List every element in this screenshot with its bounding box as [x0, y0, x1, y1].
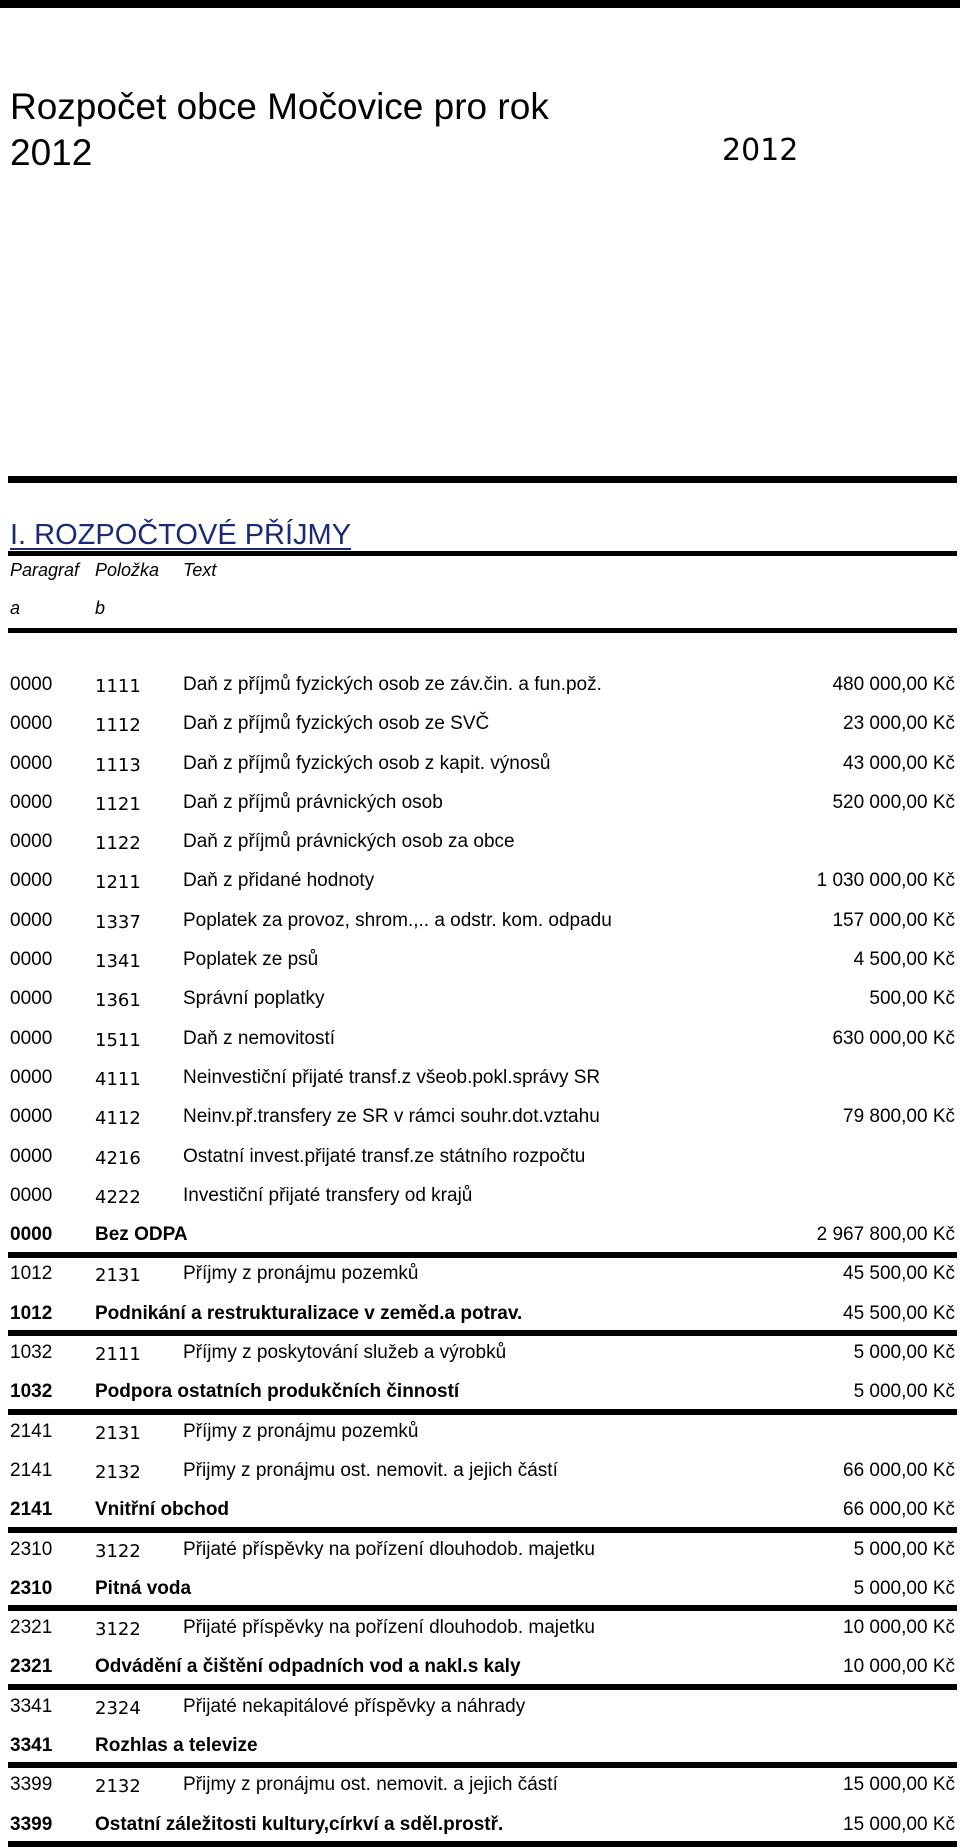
amount-cell: 79 800,00 Kč	[843, 1106, 955, 1128]
col-header-paragraf: Paragraf	[10, 560, 80, 580]
text-cell: Daň z přidané hodnoty	[183, 870, 375, 892]
total-label: Podpora ostatních produkčních činností	[95, 1381, 460, 1403]
amount-cell: 45 500,00 Kč	[843, 1263, 955, 1285]
table-row	[0, 666, 960, 705]
title-line-2: 2012	[10, 132, 93, 173]
paragraf-cell: 3341	[10, 1695, 53, 1717]
paragraf-cell: 3399	[10, 1813, 53, 1835]
table-row	[0, 745, 960, 784]
paragraf-cell: 0000	[10, 870, 53, 892]
polozka-cell: 2324	[95, 1697, 141, 1719]
col-header-polozka: Položka	[95, 560, 160, 580]
paragraf-cell: 1032	[10, 1342, 53, 1364]
polozka-cell: 3122	[95, 1540, 141, 1562]
paragraf-cell: 2141	[10, 1459, 53, 1481]
amount-cell: 5 000,00 Kč	[853, 1538, 955, 1560]
polozka-cell: 1121	[95, 793, 141, 815]
amount-cell: 1 030 000,00 Kč	[816, 870, 955, 892]
paragraf-cell: 3399	[10, 1774, 53, 1796]
top-rule	[0, 0, 960, 8]
amount-cell: 157 000,00 Kč	[832, 909, 955, 931]
table-row	[0, 1334, 960, 1373]
polozka-cell: 4111	[95, 1068, 141, 1090]
polozka-cell: 2111	[95, 1344, 141, 1366]
polozka-cell: 2132	[95, 1461, 141, 1483]
total-row	[0, 1295, 960, 1334]
paragraf-cell: 0000	[10, 674, 53, 695]
table-row	[0, 902, 960, 941]
amount-cell: 520 000,00 Kč	[832, 791, 955, 813]
text-cell: Neinvestiční přijaté transf.z všeob.pokl.správy SR	[183, 1066, 601, 1088]
polozka-cell: 3122	[95, 1619, 141, 1641]
amount-cell: 4 500,00 Kč	[853, 949, 955, 971]
total-row	[0, 1373, 960, 1412]
paragraf-cell: 0000	[10, 1224, 53, 1246]
paragraf-cell: 0000	[10, 1145, 53, 1167]
page-title	[10, 84, 549, 176]
text-cell: Přijaté příspěvky na pořízení dlouhodob. majetku	[183, 1538, 595, 1560]
amount-cell: 10 000,00 Kč	[843, 1617, 955, 1639]
paragraf-cell: 3341	[10, 1735, 53, 1757]
table-row	[0, 1138, 960, 1177]
table-row	[0, 941, 960, 980]
amount-cell: 23 000,00 Kč	[843, 713, 955, 735]
total-row	[0, 1570, 960, 1609]
paragraf-cell: 0000	[10, 791, 53, 813]
text-cell: Daň z příjmů právnických osob za obce	[183, 831, 515, 853]
amount-cell: 15 000,00 Kč	[843, 1774, 955, 1796]
text-cell: Správní poplatky	[183, 988, 325, 1010]
total-label: Rozhlas a televize	[95, 1735, 258, 1757]
paragraf-cell: 0000	[10, 831, 53, 853]
table-row	[0, 1098, 960, 1137]
total-row	[0, 1216, 960, 1255]
polozka-cell: 2131	[95, 1265, 141, 1287]
text-cell: Příjmy z pronájmu pozemků	[183, 1420, 419, 1442]
year-label: 2012	[722, 133, 799, 168]
table-row	[0, 1059, 960, 1098]
polozka-cell: 1361	[95, 990, 141, 1012]
col-header-b: b	[95, 598, 106, 618]
paragraf-cell: 2310	[10, 1538, 53, 1560]
table-row	[0, 1531, 960, 1570]
total-rule	[8, 1841, 957, 1847]
amount-cell: 480 000,00 Kč	[832, 674, 955, 695]
polozka-cell: 4112	[95, 1108, 141, 1130]
table-row	[0, 1020, 960, 1059]
text-cell: Ostatní invest.přijaté transf.ze státního rozpočtu	[183, 1145, 586, 1167]
paragraf-cell: 0000	[10, 988, 53, 1010]
paragraf-cell: 0000	[10, 949, 53, 971]
amount-cell: 45 500,00 Kč	[843, 1302, 955, 1324]
paragraf-cell: 0000	[10, 752, 53, 774]
amount-cell: 500,00 Kč	[869, 988, 955, 1010]
paragraf-cell: 2321	[10, 1617, 53, 1639]
text-cell: Příjmy z pronájmu pozemků	[183, 1263, 419, 1285]
table-row	[0, 1413, 960, 1452]
total-label: Odvádění a čištění odpadních vod a nakl.s kaly	[95, 1656, 521, 1678]
total-row	[0, 1491, 960, 1530]
amount-cell: 66 000,00 Kč	[843, 1459, 955, 1481]
polozka-cell: 2131	[95, 1422, 141, 1444]
polozka-cell: 4222	[95, 1186, 141, 1208]
polozka-cell: 1111	[95, 676, 141, 697]
paragraf-cell: 1032	[10, 1381, 53, 1403]
col-header-a: a	[10, 598, 21, 618]
paragraf-cell: 0000	[10, 713, 53, 735]
text-cell: Přijmy z pronájmu ost. nemovit. a jejich částí	[183, 1774, 558, 1796]
header-rule	[8, 551, 957, 556]
budget-table	[0, 666, 960, 1845]
paragraf-cell: 0000	[10, 1066, 53, 1088]
text-cell: Poplatek ze psů	[183, 949, 319, 971]
paragraf-cell: 2310	[10, 1577, 53, 1599]
text-cell: Příjmy z poskytování služeb a výrobků	[183, 1342, 507, 1364]
table-row	[0, 1255, 960, 1294]
polozka-cell: 1113	[95, 754, 141, 776]
text-cell: Přijaté příspěvky na pořízení dlouhodob. majetku	[183, 1617, 595, 1639]
amount-cell: 43 000,00 Kč	[843, 752, 955, 774]
total-label: Ostatní záležitosti kultury,církví a sděl.prostř.	[95, 1813, 504, 1835]
polozka-cell: 1337	[95, 911, 141, 933]
amount-cell: 5 000,00 Kč	[853, 1381, 955, 1403]
text-cell: Daň z příjmů fyzických osob z kapit. výnosů	[183, 752, 551, 774]
total-row	[0, 1648, 960, 1687]
paragraf-cell: 0000	[10, 1106, 53, 1128]
table-row	[0, 1766, 960, 1805]
text-cell: Neinv.př.transfery ze SR v rámci souhr.dot.vztahu	[183, 1106, 600, 1128]
paragraf-cell: 2321	[10, 1656, 53, 1678]
total-row	[0, 1806, 960, 1845]
table-row	[0, 705, 960, 744]
text-cell: Investiční přijaté transfery od krajů	[183, 1184, 473, 1206]
paragraf-cell: 1012	[10, 1302, 53, 1324]
table-row	[0, 1609, 960, 1648]
section-title: I. ROZPOČTOVÉ PŘÍJMY	[10, 519, 352, 551]
table-row	[0, 823, 960, 862]
amount-cell: 15 000,00 Kč	[843, 1813, 955, 1835]
table-row	[0, 1177, 960, 1216]
table-row	[0, 980, 960, 1019]
total-label: Podnikání a restrukturalizace v zeměd.a potrav.	[95, 1302, 523, 1324]
polozka-cell: 1211	[95, 872, 141, 894]
total-row	[0, 1727, 960, 1766]
polozka-cell: 1112	[95, 715, 141, 737]
section-top-rule	[8, 476, 957, 483]
text-cell: Přijmy z pronájmu ost. nemovit. a jejich částí	[183, 1459, 558, 1481]
table-row	[0, 862, 960, 901]
total-label: Pitná voda	[95, 1577, 192, 1599]
table-row	[0, 784, 960, 823]
text-cell: Daň z příjmů fyzických osob ze SVČ	[183, 713, 490, 735]
polozka-cell: 4216	[95, 1147, 141, 1169]
paragraf-cell: 2141	[10, 1420, 53, 1442]
polozka-cell: 1341	[95, 951, 141, 973]
amount-cell: 5 000,00 Kč	[853, 1342, 955, 1364]
amount-cell: 5 000,00 Kč	[853, 1577, 955, 1599]
table-row	[0, 1688, 960, 1727]
text-cell: Přijaté nekapitálové příspěvky a náhrady	[183, 1695, 526, 1717]
text-cell: Daň z příjmů fyzických osob ze záv.čin. a fun.pož.	[183, 674, 602, 695]
paragraf-cell: 0000	[10, 909, 53, 931]
table-top-rule	[8, 628, 957, 633]
table-row	[0, 1452, 960, 1491]
amount-cell: 630 000,00 Kč	[832, 1027, 955, 1049]
paragraf-cell: 1012	[10, 1263, 53, 1285]
total-label: Vnitřní obchod	[95, 1499, 230, 1521]
text-cell: Daň z příjmů právnických osob	[183, 791, 443, 813]
polozka-cell: 2132	[95, 1776, 141, 1798]
paragraf-cell: 2141	[10, 1499, 53, 1521]
col-header-text: Text	[183, 560, 217, 580]
paragraf-cell: 0000	[10, 1184, 53, 1206]
text-cell: Daň z nemovitostí	[183, 1027, 336, 1049]
amount-cell: 10 000,00 Kč	[843, 1656, 955, 1678]
amount-cell: 66 000,00 Kč	[843, 1499, 955, 1521]
total-label: Bez ODPA	[95, 1224, 188, 1246]
polozka-cell: 1122	[95, 833, 141, 855]
paragraf-cell: 0000	[10, 1027, 53, 1049]
text-cell: Poplatek za provoz, shrom.,.. a odstr. kom. odpadu	[183, 909, 612, 931]
title-line-1: Rozpočet obce Močovice pro rok	[10, 86, 549, 127]
polozka-cell: 1511	[95, 1029, 141, 1051]
amount-cell: 2 967 800,00 Kč	[816, 1224, 955, 1246]
